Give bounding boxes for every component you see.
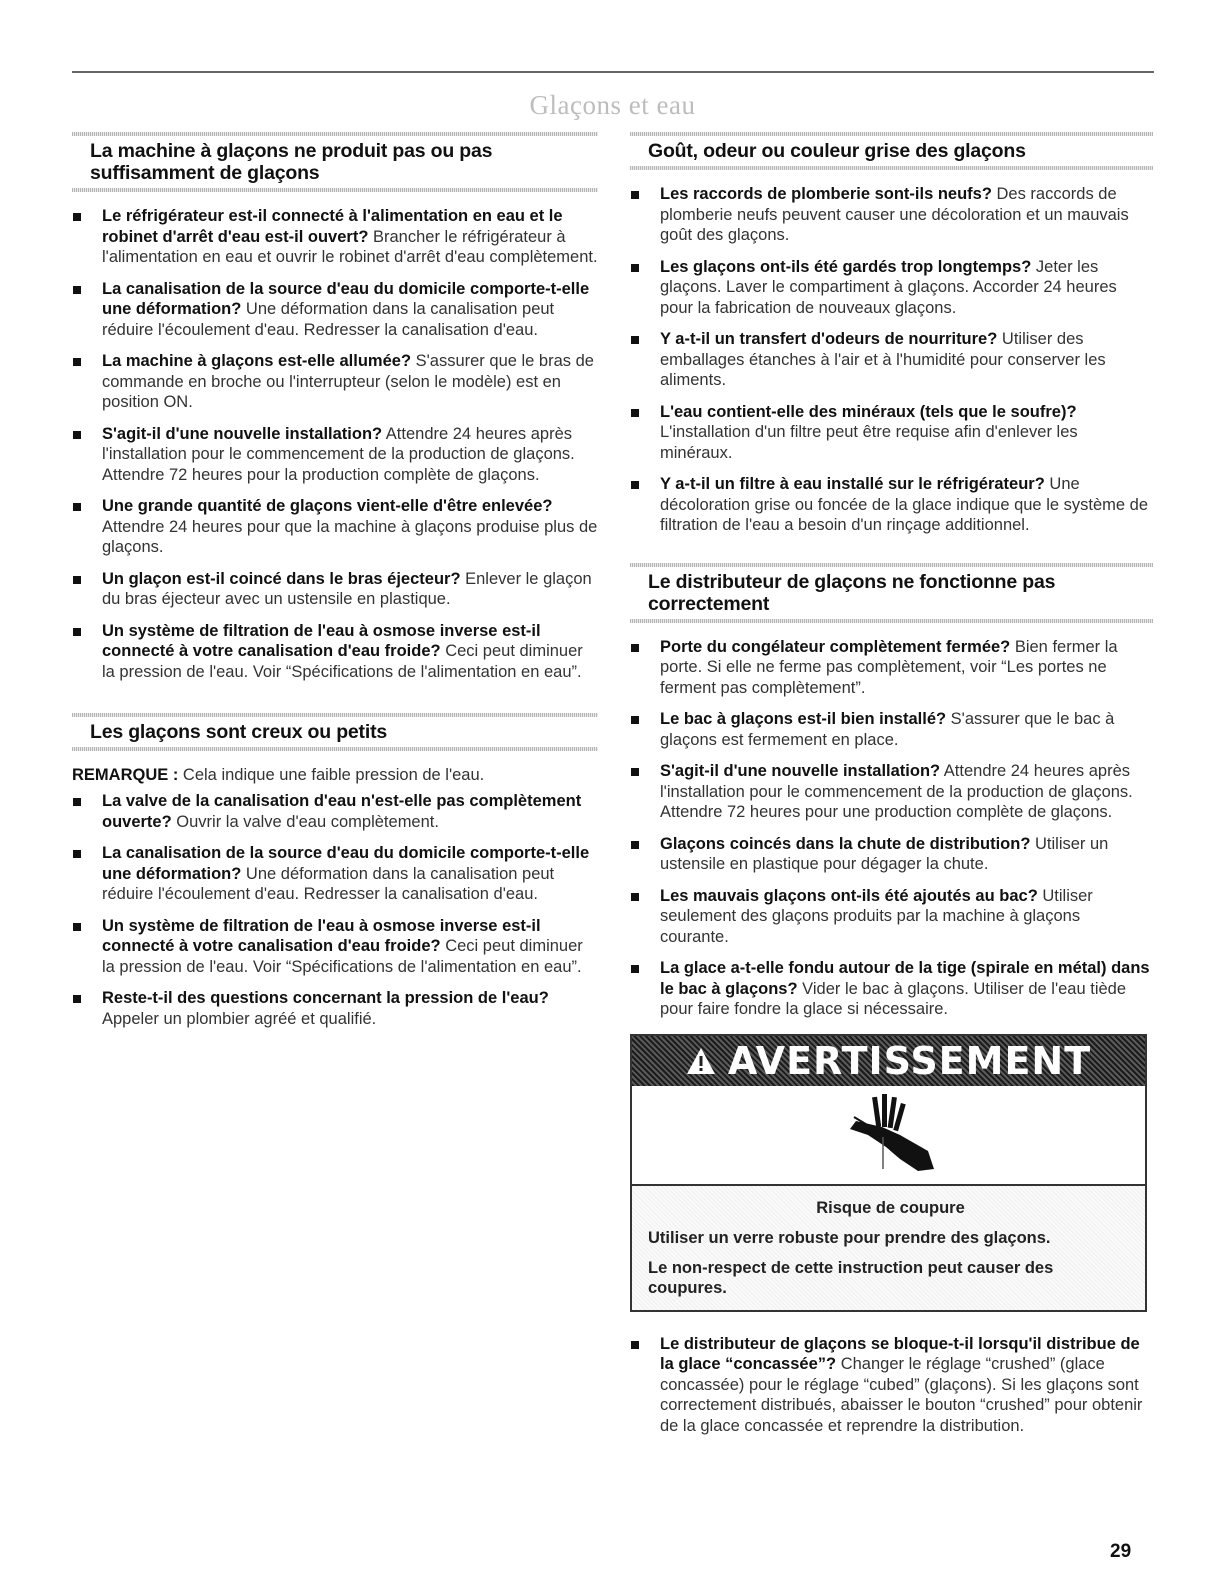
list-item: Une grande quantité de glaçons vient-elle d'être enlevée? Attendre 24 heures pour que la machine à glaçons produise plus de glaçons. <box>72 496 598 558</box>
bullet-icon <box>631 644 639 652</box>
bullet-icon <box>631 481 639 489</box>
bullet-icon <box>73 798 81 806</box>
bullet-icon <box>631 409 639 417</box>
troubleshooting-list <box>72 206 598 682</box>
section-header-hollow-ice <box>72 713 598 751</box>
top-rule <box>72 71 1154 73</box>
section-heading: Les glaçons sont creux ou petits <box>90 721 388 743</box>
warning-risk: Risque de coupure <box>816 1198 965 1217</box>
bullet-icon <box>631 841 639 849</box>
list-item: La canalisation de la source d'eau du domicile comporte-t-elle une déformation? Une déformation dans la canalisation peut réduire l'écoulement d'eau. Redresser la canalisation d'eau. <box>72 843 598 905</box>
section-header-dispenser <box>630 563 1153 623</box>
list-item: Un système de filtration de l'eau à osmose inverse est-il connecté à votre canalisation d'eau froide? Ceci peut diminuer la pression de l'eau. Voir “Spécifications de l'alimentation en eau”. <box>72 621 598 683</box>
bullet-icon <box>631 893 639 901</box>
bullet-icon <box>73 995 81 1003</box>
warning-instruction: Utiliser un verre robuste pour prendre des glaçons. <box>648 1228 1051 1247</box>
section-header-ice-production <box>72 132 598 192</box>
bullet-icon <box>631 191 639 199</box>
list-item: Les raccords de plomberie sont-ils neufs? Des raccords de plomberie neufs peuvent causer une décoloration et un mauvais goût des glaçons. <box>630 184 1153 246</box>
list-item: Les mauvais glaçons ont-ils été ajoutés au bac? Utiliser seulement des glaçons produits par la machine à glaçons courante. <box>630 886 1153 948</box>
list-item: Un système de filtration de l'eau à osmose inverse est-il connecté à votre canalisation d'eau froide? Ceci peut diminuer la pression de l'eau. Voir “Spécifications de l'alimentation en eau”. <box>72 916 598 978</box>
page-title: Glaçons et eau <box>529 90 696 120</box>
warning-consequence: Le non-respect de cette instruction peut causer des coupures. <box>648 1258 1054 1297</box>
bullet-icon <box>631 965 639 973</box>
troubleshooting-list <box>630 637 1153 1020</box>
section-heading: La machine à glaçons ne produit pas ou pas suffisamment de glaçons <box>90 140 493 184</box>
list-item: Le réfrigérateur est-il connecté à l'alimentation en eau et le robinet d'arrêt d'eau est-il ouvert? Brancher le réfrigérateur à l'alimentation en eau et ouvrir le robinet d'arrêt d'eau complètement. <box>72 206 598 268</box>
troubleshooting-list <box>72 791 598 1029</box>
section-header-taste-odor <box>630 132 1153 170</box>
list-item: Les glaçons ont-ils été gardés trop longtemps? Jeter les glaçons. Laver le compartiment à glaçons. Accorder 24 heures pour la fabrication de nouveaux glaçons. <box>630 257 1153 319</box>
list-item: Porte du congélateur complètement fermée? Bien fermer la porte. Si elle ne ferme pas complètement, voir “Les portes ne ferment pas complètement”. <box>630 637 1153 699</box>
warning-body <box>632 1186 1145 1310</box>
bullet-icon <box>73 286 81 294</box>
list-item: Un glaçon est-il coincé dans le bras éjecteur? Enlever le glaçon du bras éjecteur avec un ustensile en plastique. <box>72 569 598 610</box>
list-item: Reste-t-il des questions concernant la pression de l'eau? Appeler un plombier agréé et qualifié. <box>72 988 598 1029</box>
bullet-icon <box>73 213 81 221</box>
note: REMARQUE : Cela indique une faible pression de l'eau. <box>72 766 485 784</box>
bullet-icon <box>631 1341 639 1349</box>
left-column <box>72 132 598 1040</box>
list-item: Le bac à glaçons est-il bien installé? S'assurer que le bac à glaçons est fermement en place. <box>630 709 1153 750</box>
troubleshooting-list <box>630 1334 1153 1437</box>
list-item: Y a-t-il un transfert d'odeurs de nourriture? Utiliser des emballages étanches à l'air et à l'humidité pour conserver les aliments. <box>630 329 1153 391</box>
section-heading: Goût, odeur ou couleur grise des glaçons <box>648 140 1026 162</box>
bullet-icon <box>73 628 81 636</box>
bullet-icon <box>73 358 81 366</box>
warning-header <box>632 1036 1145 1086</box>
bullet-icon <box>73 576 81 584</box>
bullet-icon <box>73 431 81 439</box>
bullet-icon <box>73 850 81 858</box>
bullet-icon <box>631 336 639 344</box>
hand-cut-icon <box>834 1089 944 1181</box>
warning-title: AVERTISSEMENT <box>727 1038 1092 1083</box>
bullet-icon <box>73 923 81 931</box>
bullet-icon <box>631 716 639 724</box>
page-number: 29 <box>1110 1541 1132 1562</box>
list-item: La machine à glaçons est-elle allumée? S'assurer que le bras de commande en broche ou l'interrupteur (selon le modèle) est en position ON. <box>72 351 598 413</box>
warning-triangle-icon <box>686 1047 716 1075</box>
list-item: La glace a-t-elle fondu autour de la tige (spirale en métal) dans le bac à glaçons? Vider le bac à glaçons. Utiliser de l'eau tiède pour faire fondre la glace si nécessaire. <box>630 958 1153 1020</box>
right-column <box>630 132 1153 1447</box>
list-item: Y a-t-il un filtre à eau installé sur le réfrigérateur? Une décoloration grise ou foncée de la glace indique que le système de filtration de l'eau a besoin d'un rinçage additionnel. <box>630 474 1153 536</box>
list-item: La canalisation de la source d'eau du domicile comporte-t-elle une déformation? Une déformation dans la canalisation peut réduire l'écoulement d'eau. Redresser la canalisation d'eau. <box>72 279 598 341</box>
bullet-icon <box>73 503 81 511</box>
bullet-icon <box>631 768 639 776</box>
warning-box <box>630 1034 1147 1312</box>
list-item: S'agit-il d'une nouvelle installation? Attendre 24 heures après l'installation pour le commencement de la production de glaçons. Attendre 72 heures pour la production complète de glaçons. <box>72 424 598 486</box>
bullet-icon <box>631 264 639 272</box>
list-item: L'eau contient-elle des minéraux (tels que le soufre)? L'installation d'un filtre peut être requise afin d'enlever les minéraux. <box>630 402 1153 464</box>
list-item: Le distributeur de glaçons se bloque-t-il lorsqu'il distribue de la glace “concassée”? Changer le réglage “crushed” (glace concassée) pour le réglage “cubed” (glaçons). Si les glaçons sont correctement distribués, abaisser le bouton “crushed” pour obtenir de la glace concassée et reprendre la distribution. <box>630 1334 1153 1437</box>
list-item: La valve de la canalisation d'eau n'est-elle pas complètement ouverte? Ouvrir la valve d'eau complètement. <box>72 791 598 832</box>
troubleshooting-list <box>630 184 1153 536</box>
list-item: Glaçons coincés dans la chute de distribution? Utiliser un ustensile en plastique pour dégager la chute. <box>630 834 1153 875</box>
list-item: S'agit-il d'une nouvelle installation? Attendre 24 heures après l'installation pour le commencement de la production de glaçons. Attendre 72 heures pour une production complète de glaçons. <box>630 761 1153 823</box>
warning-pictogram <box>632 1086 1145 1186</box>
section-heading: Le distributeur de glaçons ne fonctionne pas correctement <box>648 570 1056 615</box>
